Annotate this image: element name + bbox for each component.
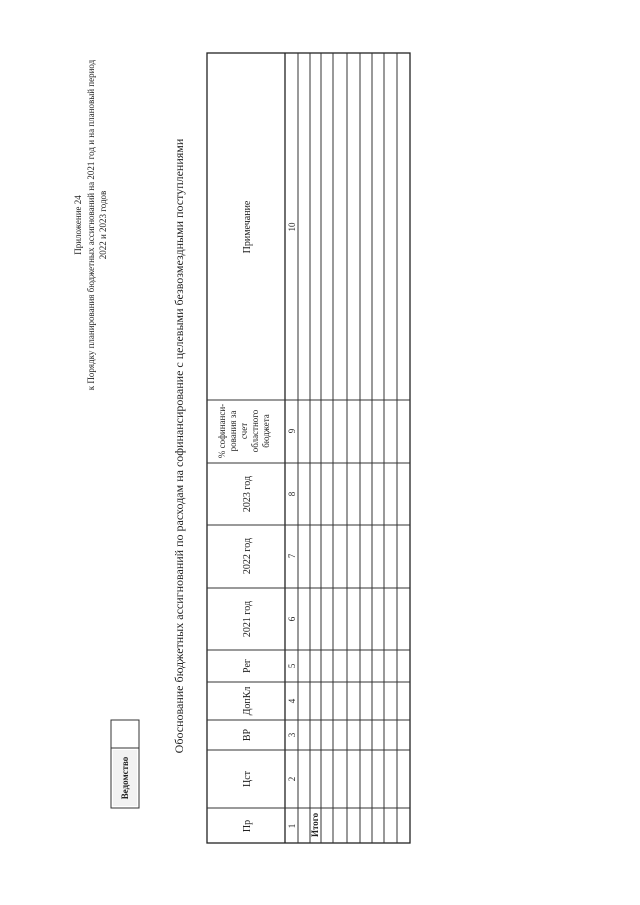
col-number: 1 bbox=[287, 823, 297, 829]
col-number: 10 bbox=[287, 222, 297, 232]
col-number: 5 bbox=[287, 663, 297, 669]
col-header-cofinancing-line: рования за bbox=[228, 410, 238, 452]
col-header-2022: 2022 год bbox=[242, 537, 253, 575]
col-header-cofinancing-line: бюджета bbox=[261, 414, 271, 448]
col-number: 8 bbox=[287, 491, 297, 497]
appendix-line-1: Приложение 24 bbox=[73, 195, 83, 255]
col-header-2023: 2023 год bbox=[242, 475, 253, 513]
vedomstvo-label: Ведомство bbox=[120, 756, 130, 800]
col-number: 7 bbox=[287, 553, 297, 559]
total-label: Итого bbox=[310, 812, 320, 837]
appendix-line-2: к Порядку планирования бюджетных ассигнований на 2021 год и на плановый период bbox=[86, 59, 96, 391]
col-header-pr: Пр bbox=[242, 819, 253, 833]
col-header-cofinancing-line: счет bbox=[239, 422, 249, 440]
col-number: 9 bbox=[287, 428, 297, 434]
col-header-cofinancing-line: % софинанси- bbox=[217, 403, 227, 459]
col-number: 6 bbox=[287, 616, 297, 622]
appendix-line-3: 2022 и 2023 годов bbox=[98, 190, 108, 260]
col-number: 3 bbox=[287, 732, 297, 738]
col-header-note: Примечание bbox=[242, 200, 253, 254]
col-number: 2 bbox=[287, 776, 297, 782]
budget-table bbox=[207, 53, 410, 843]
appendix-header bbox=[73, 59, 108, 390]
col-header-dopkl: ДопКл bbox=[242, 686, 253, 716]
vedomstvo-box bbox=[111, 720, 139, 808]
col-header-tsst: Цст bbox=[242, 770, 253, 788]
col-number: 4 bbox=[287, 698, 297, 704]
col-header-cofinancing bbox=[217, 404, 271, 458]
col-header-2021: 2021 год bbox=[242, 600, 253, 638]
document-title: Обоснование бюджетных ассигнований по расходам на софинансирование с целевыми безвозмездными поступлениями bbox=[172, 138, 186, 754]
col-header-cofinancing-line: областного bbox=[250, 409, 260, 453]
col-header-vr: ВР bbox=[242, 728, 253, 742]
col-header-reg: Рег bbox=[242, 659, 253, 673]
